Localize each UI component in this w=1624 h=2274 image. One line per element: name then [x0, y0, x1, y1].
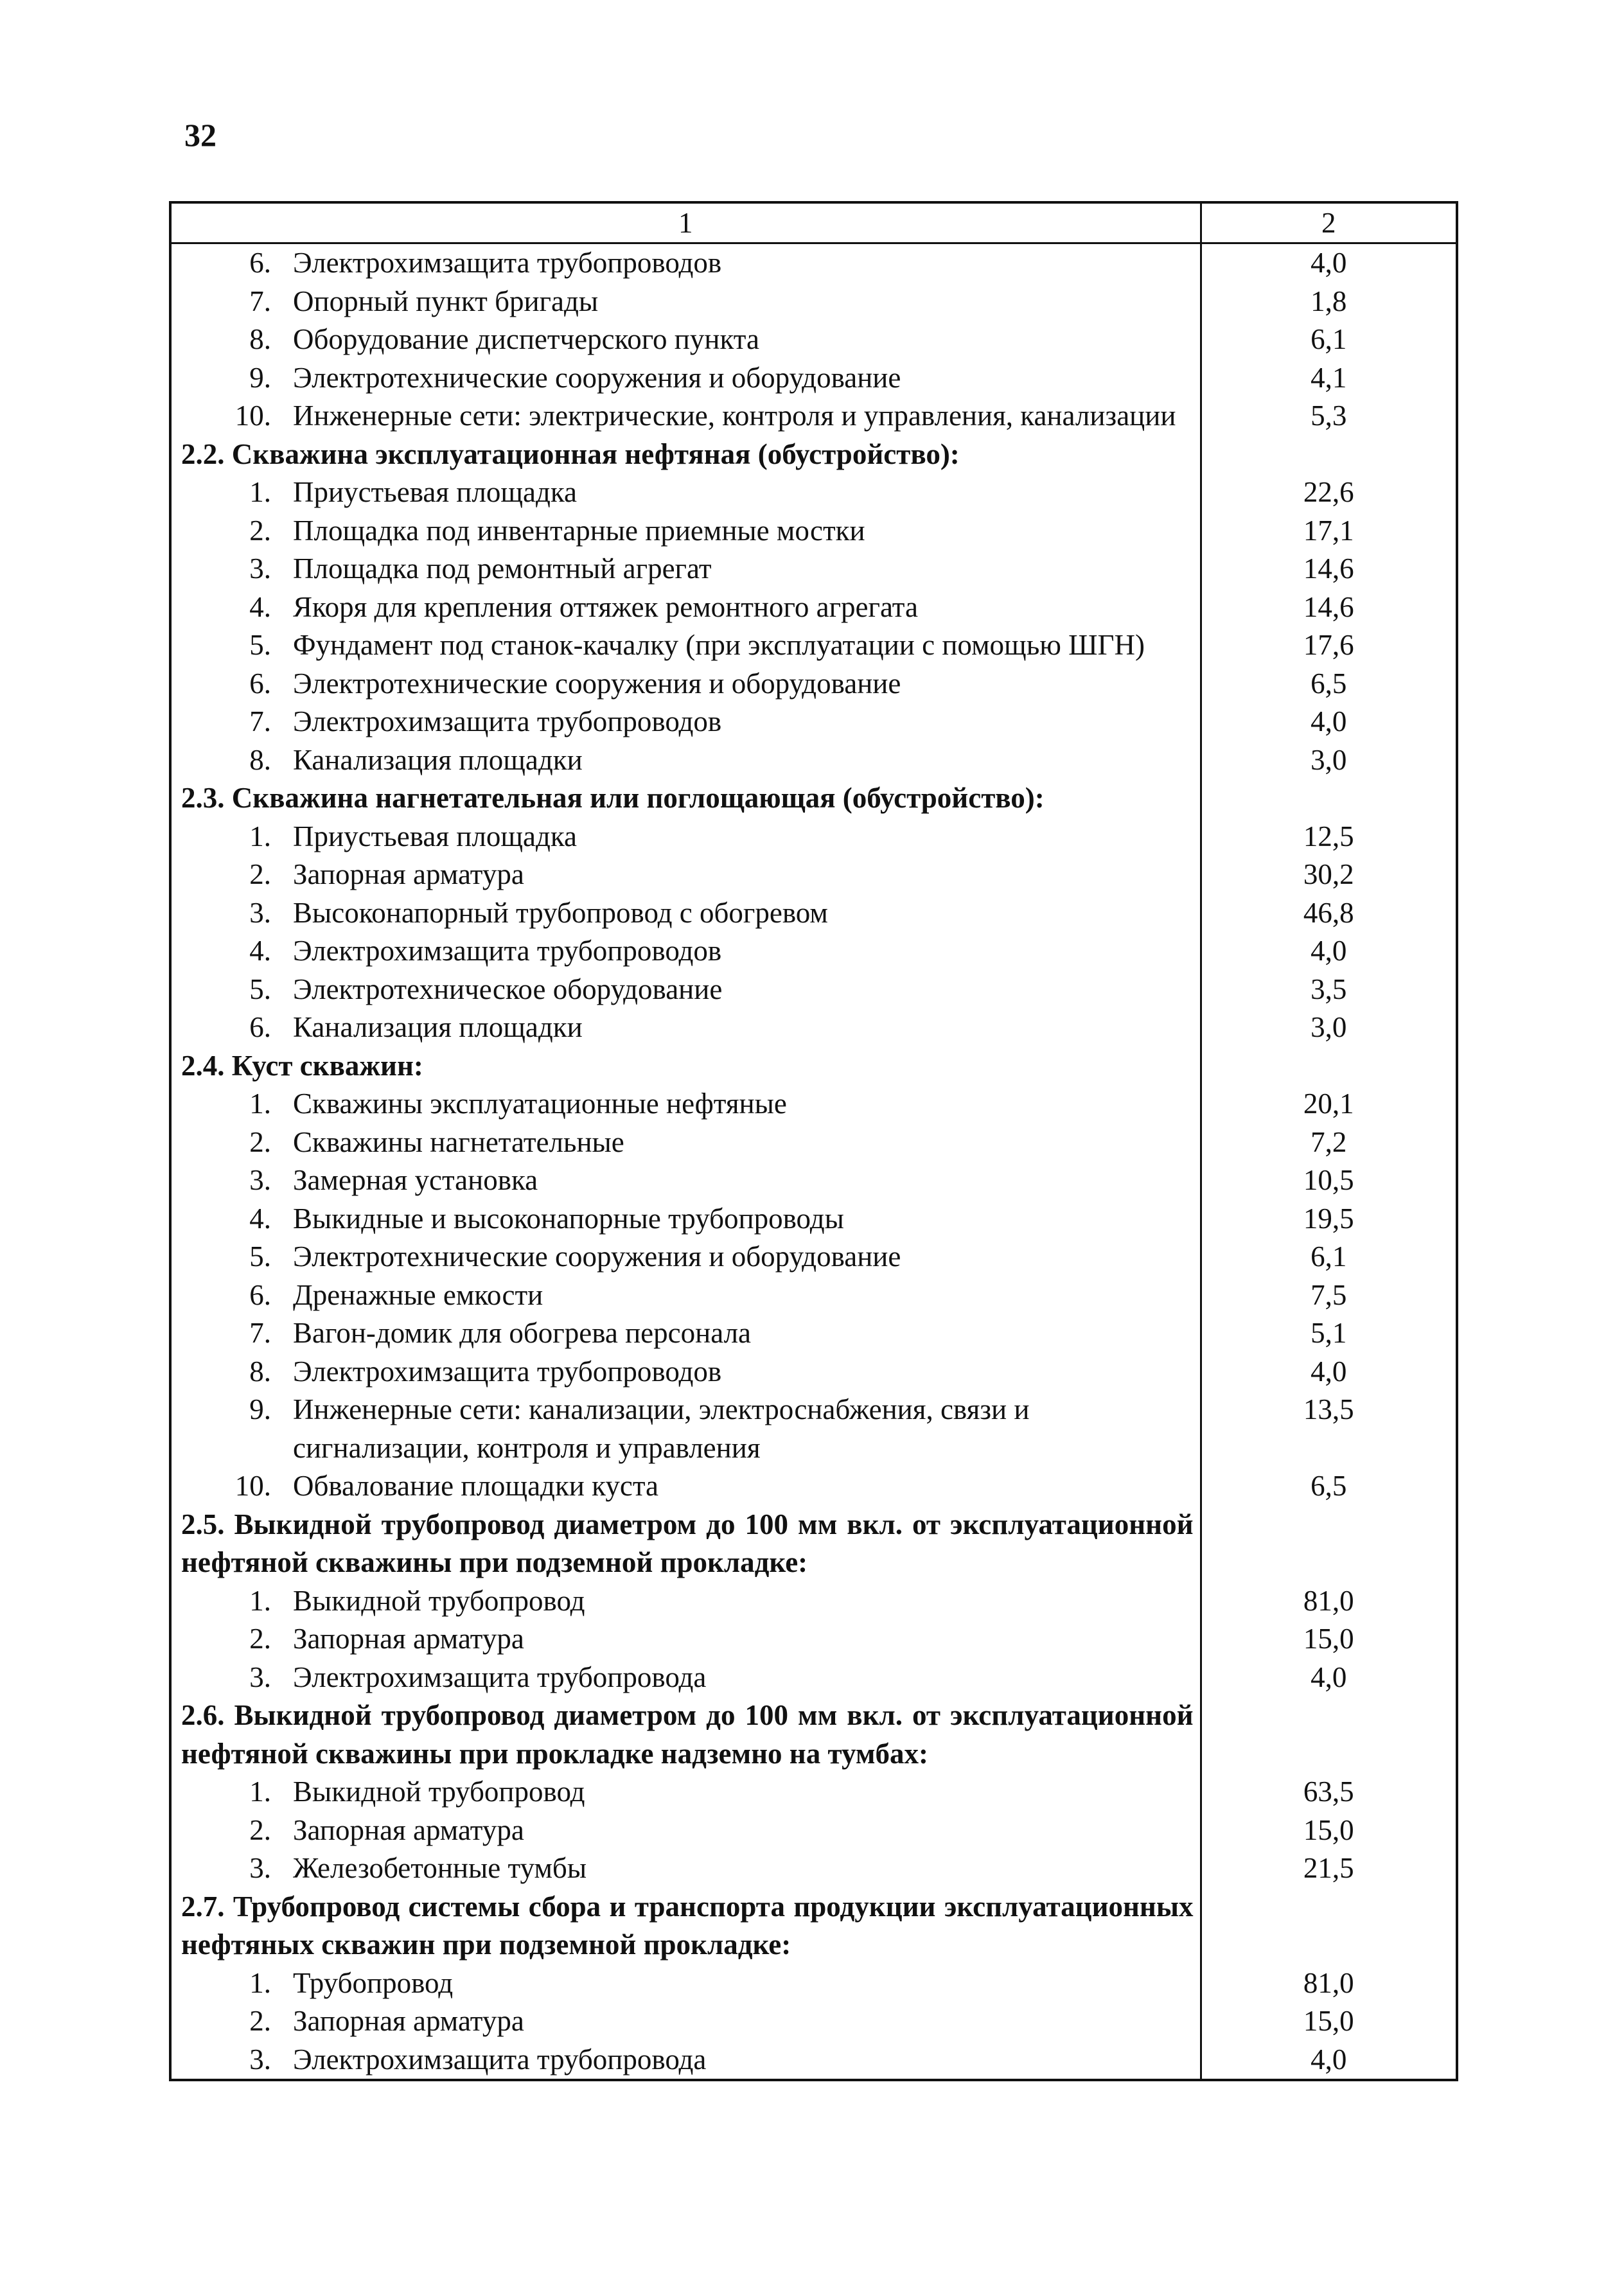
- value-cell: [1201, 1200, 1457, 1238]
- section-heading: 2.7. Трубопровод системы сбора и транспорта продукции эксплуатационных нефтяных скважин при подземной прокладке:: [181, 1890, 1194, 1961]
- list-item: [172, 2002, 1200, 2041]
- description-cell: [170, 741, 1201, 780]
- item-number: 2.: [249, 1813, 271, 1846]
- item-text: Канализация площадки: [293, 1011, 583, 1043]
- description-cell: [170, 2002, 1201, 2041]
- item-value: 14,6: [1303, 552, 1354, 585]
- item-value: 4,0: [1311, 247, 1347, 279]
- column-header-1: 1: [170, 202, 1201, 243]
- item-value: 30,2: [1303, 858, 1354, 890]
- item-text: Запорная арматура: [293, 2005, 524, 2037]
- table-row: [170, 1391, 1457, 1467]
- item-value: 21,5: [1303, 1852, 1354, 1884]
- item-text: Якоря для крепления оттяжек ремонтного агрегата: [293, 590, 918, 623]
- table-row: [170, 283, 1457, 321]
- description-cell: [170, 894, 1201, 933]
- value-cell: [1201, 397, 1457, 436]
- table-row: [170, 1620, 1457, 1659]
- list-item: [172, 397, 1200, 436]
- item-number: 3.: [249, 1661, 271, 1693]
- item-text: Электрохимзащита трубопроводов: [293, 935, 722, 967]
- table-row: [170, 1238, 1457, 1276]
- item-number: 5.: [249, 973, 271, 1005]
- item-text: Канализация площадки: [293, 743, 583, 776]
- item-number: 6.: [249, 1011, 271, 1043]
- item-number: 3.: [249, 1164, 271, 1196]
- table-row: [170, 1773, 1457, 1811]
- list-item: [172, 359, 1200, 398]
- value-cell: [1201, 971, 1457, 1009]
- description-cell: [170, 359, 1201, 398]
- table-row: [170, 1009, 1457, 1047]
- value-cell: [1201, 588, 1457, 627]
- description-cell: [170, 283, 1201, 321]
- value-cell: [1201, 1849, 1457, 1888]
- item-number: 8.: [249, 323, 271, 355]
- item-text: Площадка под инвентарные приемные мостки: [293, 514, 865, 547]
- list-item: [172, 244, 1200, 283]
- list-item: [172, 818, 1200, 856]
- table-row: [170, 2041, 1457, 2081]
- value-cell: [1201, 1697, 1457, 1773]
- item-value: 15,0: [1303, 1813, 1354, 1846]
- section-row: [170, 1047, 1457, 1086]
- description-cell: [170, 1659, 1201, 1697]
- item-number: 9.: [249, 361, 271, 394]
- item-number: 10.: [234, 1470, 271, 1502]
- section-row: [170, 436, 1457, 474]
- table-row: [170, 2002, 1457, 2041]
- item-text: Вагон-домик для обогрева персонала: [293, 1317, 752, 1349]
- value-cell: [1201, 1238, 1457, 1276]
- item-text: Электротехнические сооружения и оборудование: [293, 361, 901, 394]
- value-cell: [1201, 665, 1457, 703]
- item-number: 3.: [249, 896, 271, 929]
- item-value: 3,0: [1311, 1011, 1347, 1043]
- list-item: [172, 1582, 1200, 1621]
- item-number: 8.: [249, 743, 271, 776]
- value-cell: [1201, 779, 1457, 818]
- item-text: Приустьевая площадка: [293, 820, 578, 852]
- list-item: [172, 1659, 1200, 1697]
- item-text: Электрохимзащита трубопровода: [293, 2043, 707, 2076]
- item-value: 20,1: [1303, 1088, 1354, 1120]
- description-cell: [170, 779, 1201, 818]
- item-value: 1,8: [1311, 285, 1347, 317]
- value-cell: [1201, 1047, 1457, 1086]
- table-row: [170, 473, 1457, 512]
- item-value: 4,0: [1311, 1661, 1347, 1693]
- list-item: [172, 473, 1200, 512]
- description-cell: [170, 1964, 1201, 2003]
- list-item: [172, 1238, 1200, 1276]
- item-number: 1.: [249, 820, 271, 852]
- item-number: 7.: [249, 285, 271, 317]
- item-number: 5.: [249, 1240, 271, 1273]
- section-heading: 2.2. Скважина эксплуатационная нефтяная (обустройство):: [181, 437, 960, 470]
- item-value: 12,5: [1303, 820, 1354, 852]
- description-cell: [170, 1161, 1201, 1200]
- description-cell: [170, 1009, 1201, 1047]
- item-text: Дренажные емкости: [293, 1278, 543, 1311]
- description-cell: [170, 397, 1201, 436]
- item-value: 15,0: [1303, 2005, 1354, 2037]
- item-text: Выкидные и высоконапорные трубопроводы: [293, 1202, 844, 1235]
- item-number: 8.: [249, 1355, 271, 1388]
- item-text: Запорная арматура: [293, 1623, 524, 1655]
- value-cell: [1201, 818, 1457, 856]
- table-row: [170, 665, 1457, 703]
- description-cell: [170, 1888, 1201, 1964]
- item-number: 2.: [249, 2005, 271, 2037]
- value-cell: [1201, 932, 1457, 971]
- table-row: [170, 856, 1457, 894]
- description-cell: [170, 512, 1201, 551]
- description-cell: [170, 1506, 1201, 1582]
- item-value: 15,0: [1303, 1623, 1354, 1655]
- description-cell: [170, 856, 1201, 894]
- value-cell: [1201, 2041, 1457, 2081]
- column-header-2: 2: [1201, 202, 1457, 243]
- table-row: [170, 1849, 1457, 1888]
- list-item: [172, 283, 1200, 321]
- item-number: 1.: [249, 1966, 271, 1999]
- description-cell: [170, 1620, 1201, 1659]
- table-body: [170, 202, 1457, 2080]
- table-row: [170, 932, 1457, 971]
- list-item: [172, 665, 1200, 703]
- value-cell: [1201, 1582, 1457, 1621]
- item-value: 7,5: [1311, 1278, 1347, 1311]
- item-text: Оборудование диспетчерского пункта: [293, 323, 759, 355]
- table-row: [170, 703, 1457, 741]
- table-row: [170, 1276, 1457, 1315]
- table-row: [170, 1353, 1457, 1391]
- list-item: [172, 1391, 1200, 1467]
- description-cell: [170, 1773, 1201, 1811]
- list-item: [172, 741, 1200, 780]
- item-text: Трубопровод: [293, 1966, 454, 1999]
- value-cell: [1201, 1888, 1457, 1964]
- item-value: 3,0: [1311, 743, 1347, 776]
- table-row: [170, 1314, 1457, 1353]
- item-value: 81,0: [1303, 1966, 1354, 1999]
- table-row: [170, 818, 1457, 856]
- description-cell: [170, 703, 1201, 741]
- table-row: [170, 1582, 1457, 1621]
- table-row: [170, 243, 1457, 283]
- item-value: 46,8: [1303, 896, 1354, 929]
- value-cell: [1201, 1314, 1457, 1353]
- value-cell: [1201, 1161, 1457, 1200]
- item-number: 10.: [234, 400, 271, 432]
- item-value: 4,0: [1311, 705, 1347, 737]
- description-cell: [170, 1085, 1201, 1124]
- item-text: Выкидной трубопровод: [293, 1776, 585, 1808]
- section-heading: 2.4. Куст скважин:: [181, 1049, 423, 1082]
- value-cell: [1201, 1276, 1457, 1315]
- table-row: [170, 512, 1457, 551]
- value-cell: [1201, 359, 1457, 398]
- value-cell: [1201, 2002, 1457, 2041]
- description-cell: [170, 473, 1201, 512]
- item-text: Инженерные сети: электрические, контроля и управления, канализации: [293, 400, 1176, 432]
- table-row: [170, 1085, 1457, 1124]
- value-cell: [1201, 1467, 1457, 1506]
- list-item: [172, 1200, 1200, 1238]
- item-text: Высоконапорный трубопровод с обогревом: [293, 896, 828, 929]
- item-value: 19,5: [1303, 1202, 1354, 1235]
- item-text: Приустьевая площадка: [293, 476, 578, 508]
- item-value: 6,5: [1311, 1470, 1347, 1502]
- item-text: Электрохимзащита трубопровода: [293, 1661, 707, 1693]
- description-cell: [170, 1200, 1201, 1238]
- list-item: [172, 1964, 1200, 2003]
- list-item: [172, 1849, 1200, 1888]
- description-cell: [170, 1849, 1201, 1888]
- description-cell: [170, 626, 1201, 665]
- item-text: Железобетонные тумбы: [293, 1852, 587, 1884]
- list-item: [172, 894, 1200, 933]
- item-value: 22,6: [1303, 476, 1354, 508]
- description-cell: [170, 1582, 1201, 1621]
- item-text: Инженерные сети: канализации, электроснабжения, связи и сигнализации, контроля и управления: [293, 1393, 1030, 1464]
- item-value: 5,1: [1311, 1317, 1347, 1349]
- value-cell: [1201, 894, 1457, 933]
- value-cell: [1201, 1124, 1457, 1162]
- item-text: Электрохимзащита трубопроводов: [293, 247, 722, 279]
- section-row: [170, 779, 1457, 818]
- list-item: [172, 1773, 1200, 1811]
- item-value: 6,1: [1311, 1240, 1347, 1273]
- item-number: 1.: [249, 1584, 271, 1617]
- value-cell: [1201, 1620, 1457, 1659]
- table-row: [170, 626, 1457, 665]
- item-number: 2.: [249, 1125, 271, 1158]
- value-cell: [1201, 512, 1457, 551]
- list-item: [172, 1467, 1200, 1506]
- value-cell: [1201, 741, 1457, 780]
- item-text: Фундамент под станок-качалку (при эксплуатации с помощью ШГН): [293, 629, 1145, 661]
- table-row: [170, 550, 1457, 588]
- item-number: 4.: [249, 1202, 271, 1235]
- description-cell: [170, 2041, 1201, 2081]
- item-value: 13,5: [1303, 1393, 1354, 1425]
- list-item: [172, 1009, 1200, 1047]
- item-text: Электрохимзащита трубопроводов: [293, 705, 722, 737]
- item-value: 10,5: [1303, 1164, 1354, 1196]
- item-number: 1.: [249, 1776, 271, 1808]
- value-cell: [1201, 1353, 1457, 1391]
- item-number: 1.: [249, 476, 271, 508]
- item-number: 1.: [249, 1088, 271, 1120]
- item-text: Запорная арматура: [293, 1813, 524, 1846]
- item-text: Электротехническое оборудование: [293, 973, 723, 1005]
- table-row: [170, 741, 1457, 780]
- description-cell: [170, 550, 1201, 588]
- item-number: 2.: [249, 514, 271, 547]
- item-value: 4,0: [1311, 935, 1347, 967]
- table-row: [170, 894, 1457, 933]
- item-text: Площадка под ремонтный агрегат: [293, 552, 712, 585]
- value-cell: [1201, 1964, 1457, 2003]
- item-value: 7,2: [1311, 1125, 1347, 1158]
- item-text: Скважины нагнетательные: [293, 1125, 624, 1158]
- description-cell: [170, 1353, 1201, 1391]
- section-row: [170, 1697, 1457, 1773]
- description-cell: [170, 243, 1201, 283]
- list-item: [172, 512, 1200, 551]
- item-value: 6,1: [1311, 323, 1347, 355]
- description-cell: [170, 971, 1201, 1009]
- item-value: 63,5: [1303, 1776, 1354, 1808]
- item-value: 17,1: [1303, 514, 1354, 547]
- table-row: [170, 971, 1457, 1009]
- list-item: [172, 1124, 1200, 1162]
- cost-structure-table: [169, 201, 1458, 2081]
- table-row: [170, 1467, 1457, 1506]
- description-cell: [170, 1391, 1201, 1467]
- description-cell: [170, 1467, 1201, 1506]
- item-text: Электротехнические сооружения и оборудование: [293, 667, 901, 700]
- item-value: 81,0: [1303, 1584, 1354, 1617]
- section-heading: 2.5. Выкидной трубопровод диаметром до 100 мм вкл. от эксплуатационной нефтяной скважины при подземной прокладке:: [181, 1508, 1194, 1578]
- description-cell: [170, 588, 1201, 627]
- item-text: Запорная арматура: [293, 858, 524, 890]
- value-cell: [1201, 1391, 1457, 1467]
- description-cell: [170, 1238, 1201, 1276]
- table-row: [170, 1811, 1457, 1850]
- item-number: 3.: [249, 2043, 271, 2076]
- item-value: 5,3: [1311, 400, 1347, 432]
- description-cell: [170, 1124, 1201, 1162]
- table-row: [170, 397, 1457, 436]
- value-cell: [1201, 1659, 1457, 1697]
- description-cell: [170, 932, 1201, 971]
- value-cell: [1201, 243, 1457, 283]
- item-value: 14,6: [1303, 590, 1354, 623]
- description-cell: [170, 1697, 1201, 1773]
- list-item: [172, 971, 1200, 1009]
- list-item: [172, 1811, 1200, 1850]
- item-number: 2.: [249, 858, 271, 890]
- item-value: 3,5: [1311, 973, 1347, 1005]
- list-item: [172, 703, 1200, 741]
- item-number: 2.: [249, 1623, 271, 1655]
- item-text: Замерная установка: [293, 1164, 538, 1196]
- item-number: 3.: [249, 552, 271, 585]
- table-row: [170, 1124, 1457, 1162]
- table-row: [170, 321, 1457, 359]
- list-item: [172, 1314, 1200, 1353]
- list-item: [172, 1085, 1200, 1124]
- value-cell: [1201, 550, 1457, 588]
- table-row: [170, 1200, 1457, 1238]
- table-header-row: [170, 202, 1457, 243]
- list-item: [172, 1620, 1200, 1659]
- list-item: [172, 1353, 1200, 1391]
- description-cell: [170, 818, 1201, 856]
- section-row: [170, 1506, 1457, 1582]
- table-row: [170, 359, 1457, 398]
- item-number: 3.: [249, 1852, 271, 1884]
- description-cell: [170, 665, 1201, 703]
- item-value: 4,0: [1311, 2043, 1347, 2076]
- section-row: [170, 1888, 1457, 1964]
- table-row: [170, 588, 1457, 627]
- description-cell: [170, 321, 1201, 359]
- item-value: 4,1: [1311, 361, 1347, 394]
- table-row: [170, 1659, 1457, 1697]
- item-number: 6.: [249, 247, 271, 279]
- list-item: [172, 856, 1200, 894]
- description-cell: [170, 1314, 1201, 1353]
- item-text: Электрохимзащита трубопроводов: [293, 1355, 722, 1388]
- list-item: [172, 626, 1200, 665]
- list-item: [172, 550, 1200, 588]
- item-number: 4.: [249, 935, 271, 967]
- table-row: [170, 1161, 1457, 1200]
- item-value: 6,5: [1311, 667, 1347, 700]
- list-item: [172, 1276, 1200, 1315]
- item-text: Скважины эксплуатационные нефтяные: [293, 1088, 787, 1120]
- item-number: 7.: [249, 1317, 271, 1349]
- list-item: [172, 1161, 1200, 1200]
- section-heading: 2.6. Выкидной трубопровод диаметром до 100 мм вкл. от эксплуатационной нефтяной скважины при прокладке надземно на тумбах:: [181, 1699, 1194, 1770]
- description-cell: [170, 1047, 1201, 1086]
- item-text: Опорный пункт бригады: [293, 285, 599, 317]
- value-cell: [1201, 1009, 1457, 1047]
- value-cell: [1201, 703, 1457, 741]
- page-number: 32: [184, 117, 216, 153]
- item-value: 4,0: [1311, 1355, 1347, 1388]
- list-item: [172, 588, 1200, 627]
- item-number: 4.: [249, 590, 271, 623]
- item-text: Обвалование площадки куста: [293, 1470, 659, 1502]
- item-number: 6.: [249, 1278, 271, 1311]
- value-cell: [1201, 1773, 1457, 1811]
- item-number: 5.: [249, 629, 271, 661]
- item-number: 7.: [249, 705, 271, 737]
- value-cell: [1201, 856, 1457, 894]
- description-cell: [170, 1276, 1201, 1315]
- value-cell: [1201, 1085, 1457, 1124]
- value-cell: [1201, 436, 1457, 474]
- value-cell: [1201, 321, 1457, 359]
- list-item: [172, 932, 1200, 971]
- list-item: [172, 321, 1200, 359]
- item-value: 17,6: [1303, 629, 1354, 661]
- description-cell: [170, 1811, 1201, 1850]
- table-row: [170, 1964, 1457, 2003]
- value-cell: [1201, 1811, 1457, 1850]
- value-cell: [1201, 626, 1457, 665]
- value-cell: [1201, 1506, 1457, 1582]
- section-heading: 2.3. Скважина нагнетательная или поглощающая (обустройство):: [181, 782, 1045, 814]
- item-text: Электротехнические сооружения и оборудование: [293, 1240, 901, 1273]
- item-number: 6.: [249, 667, 271, 700]
- value-cell: [1201, 473, 1457, 512]
- item-text: Выкидной трубопровод: [293, 1584, 585, 1617]
- item-number: 9.: [249, 1393, 271, 1425]
- value-cell: [1201, 283, 1457, 321]
- description-cell: [170, 436, 1201, 474]
- list-item: [172, 2041, 1200, 2079]
